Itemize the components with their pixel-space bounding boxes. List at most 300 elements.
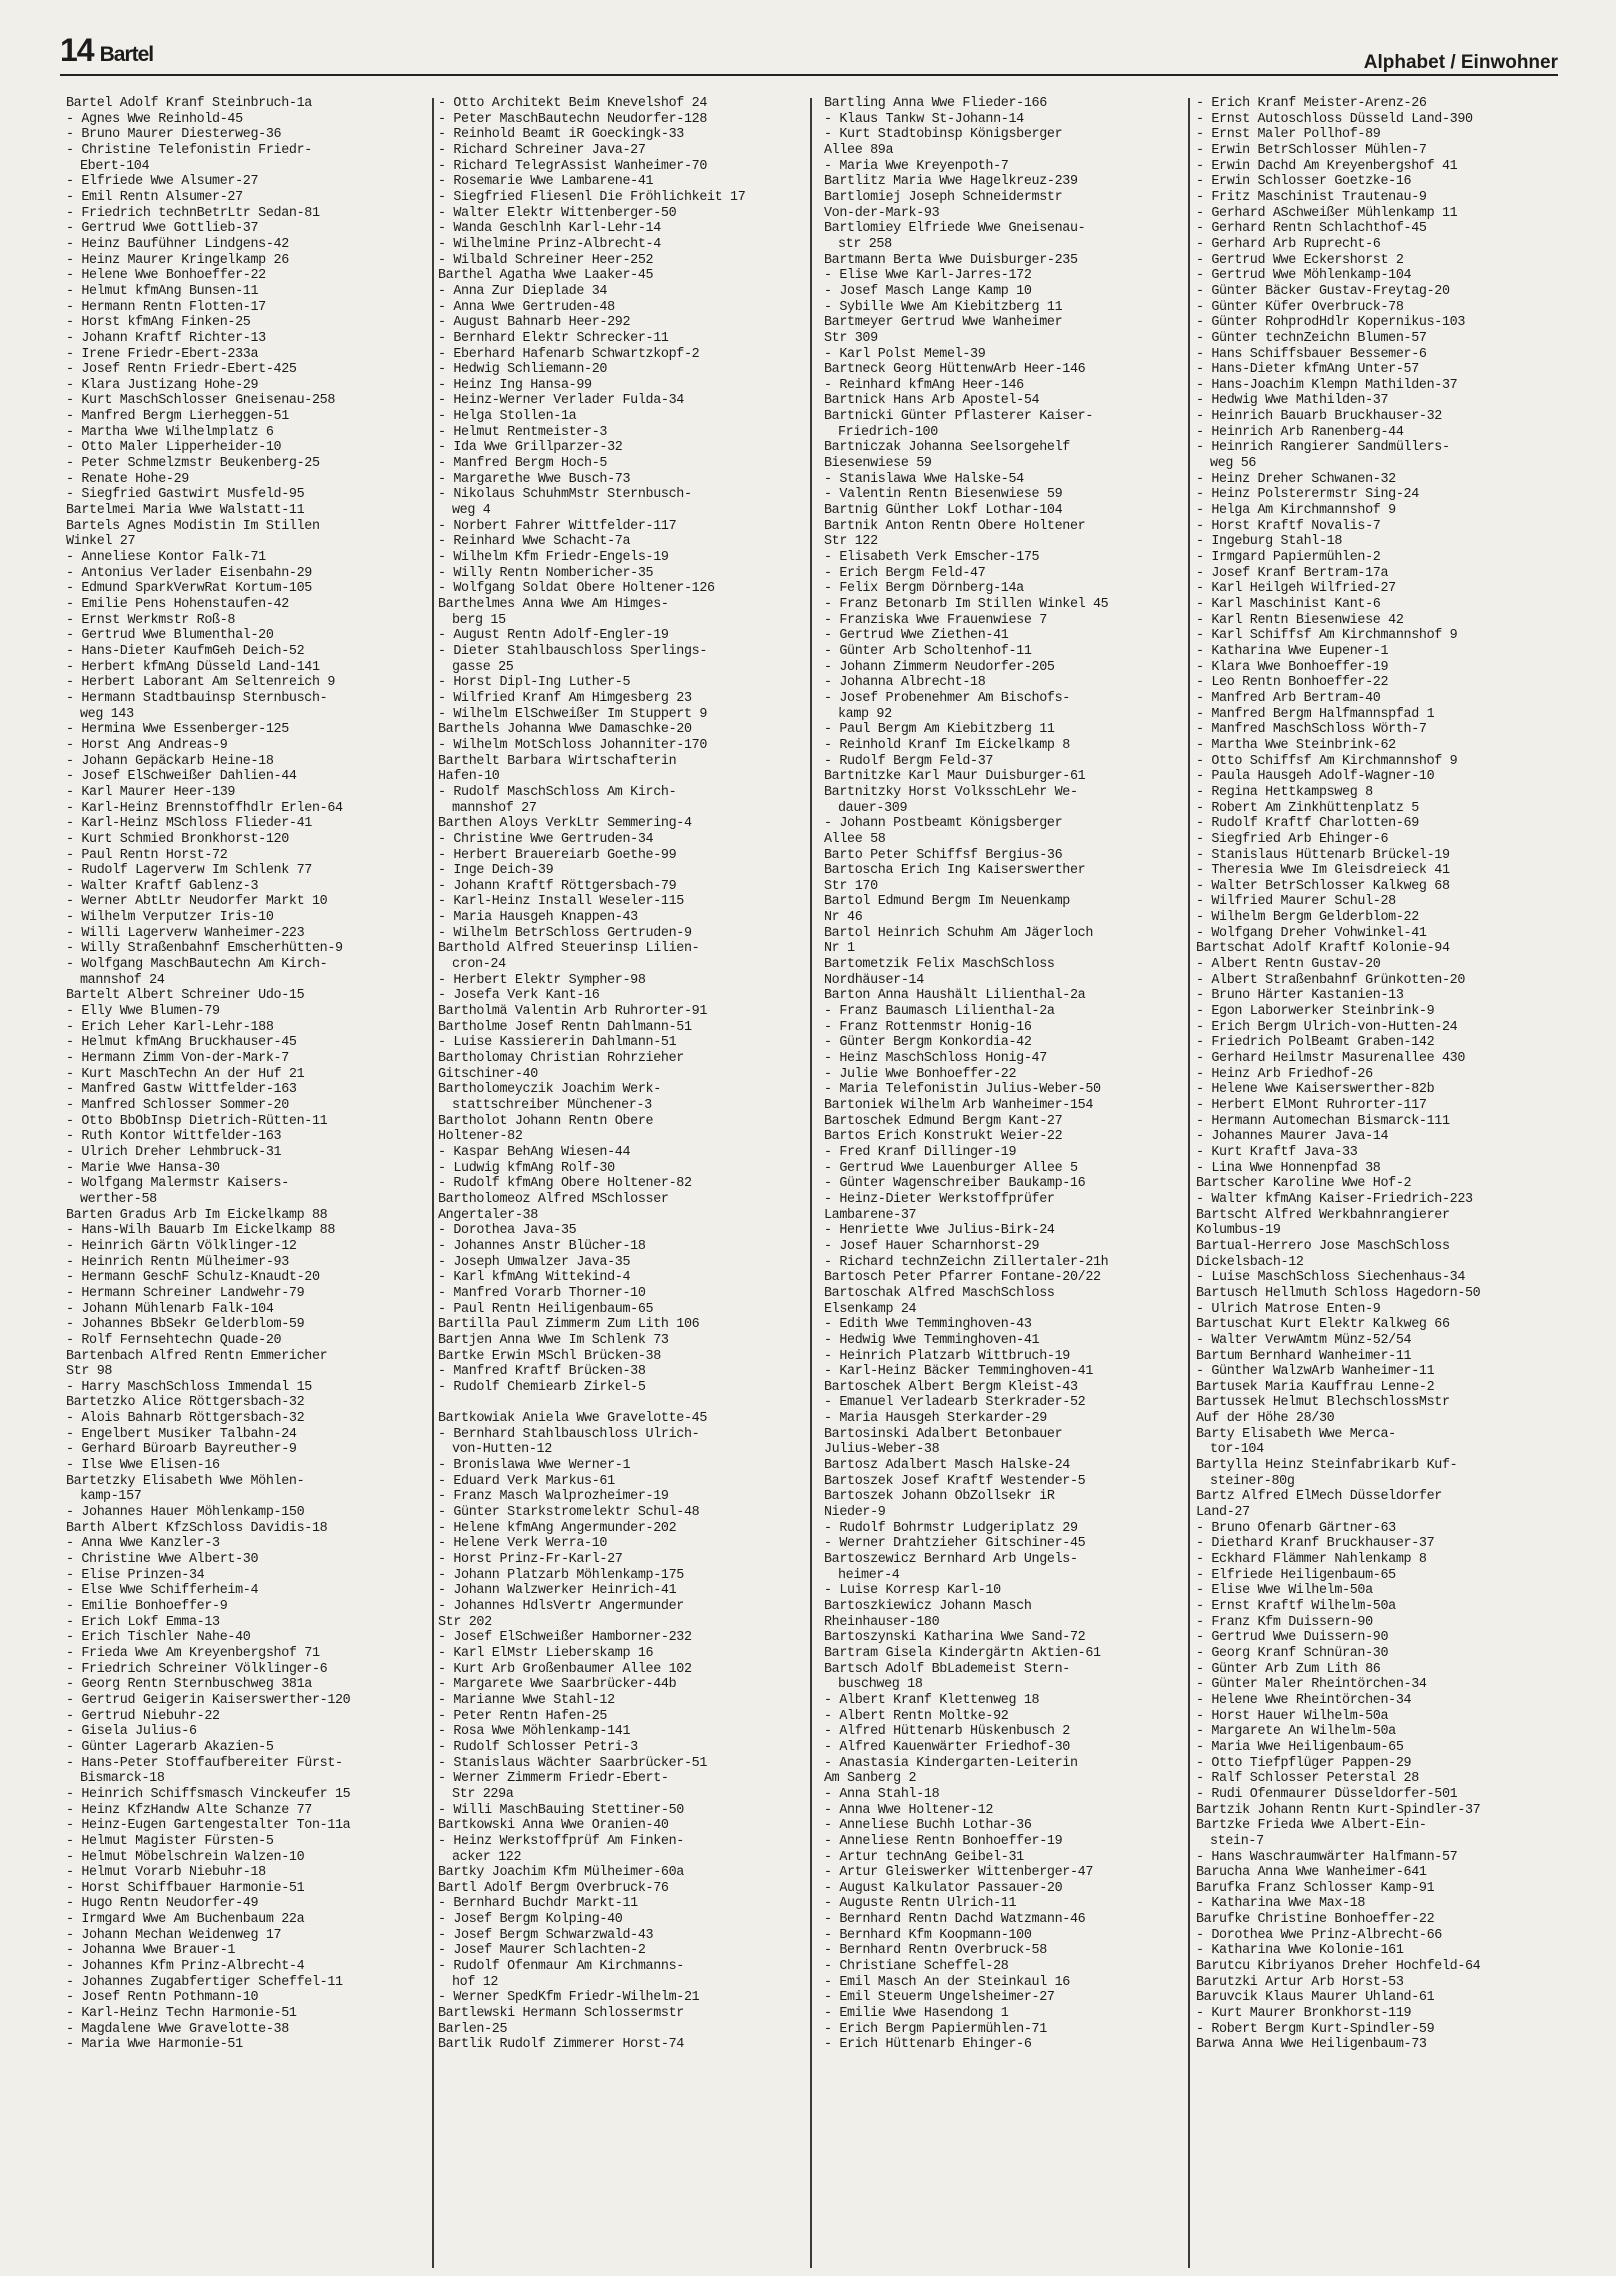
directory-entry: - Heinrich Gärtn Völklinger-12	[66, 1238, 297, 1254]
directory-entry: - Wolfgang MaschBautechn Am Kirch-	[66, 957, 328, 973]
directory-entry: Bartsch Adolf BbLademeist Stern-	[824, 1661, 1070, 1677]
directory-entry: Bartlewski Hermann Schlossermstr	[438, 2006, 684, 2022]
directory-entry: Bartneck Georg HüttenwArb Heer-146	[824, 362, 1086, 378]
directory-entry: - Hans-Joachim Klempn Mathilden-37	[1196, 377, 1458, 393]
directory-entry: werther-58	[80, 1191, 157, 1207]
directory-entry: Winkel 27	[66, 534, 136, 550]
directory-entry: - Herbert Laborant Am Seltenreich 9	[66, 675, 335, 691]
directory-entry: Bartnig Günther Lokf Lothar-104	[824, 503, 1063, 519]
directory-entry: - Rolf Fernsehtechn Quade-20	[66, 1332, 282, 1348]
directory-entry: - Bernhard Elektr Schrecker-11	[438, 330, 669, 346]
directory-entry: Bartosz Adalbert Masch Halske-24	[824, 1458, 1070, 1474]
directory-entry: cron-24	[452, 957, 506, 973]
directory-entry: - Heinrich Rentn Mülheimer-93	[66, 1254, 289, 1270]
directory-entry: - Gerhard Rentn Schlachthof-45	[1196, 221, 1427, 237]
directory-entry: - Wilhelm BetrSchloss Gertruden-9	[438, 925, 692, 941]
directory-entry: Bartosch Peter Pfarrer Fontane-20/22	[824, 1270, 1101, 1286]
directory-entry: - Wilhelmine Prinz-Albrecht-4	[438, 236, 661, 252]
directory-entry: - Franz Baumasch Lilienthal-2a	[824, 1004, 1055, 1020]
directory-entry: - Karl Maschinist Kant-6	[1196, 597, 1381, 612]
directory-entry: - Günter Arb Scholtenhof-11	[824, 643, 1032, 659]
directory-entry: - Josef Hauer Scharnhorst-29	[824, 1238, 1040, 1254]
directory-entry: Bartholomeyczik Joachim Werk-	[438, 1082, 661, 1098]
directory-entry: - Erich Leher Karl-Lehr-188	[66, 1019, 274, 1035]
directory-entry: Bartoniek Wilhelm Arb Wanheimer-154	[824, 1098, 1093, 1113]
directory-entry: - Heinrich Arb Ranenberg-44	[1196, 424, 1404, 440]
directory-entry: acker 122	[452, 1849, 522, 1865]
directory-entry: - Karl-Heinz Brennstoffhdlr Erlen-64	[66, 800, 343, 816]
directory-column-3	[824, 96, 1181, 2266]
directory-entry: - Irene Friedr-Ebert-233a	[66, 346, 259, 362]
directory-entry: - Kurt MaschTechn An der Huf 21	[66, 1066, 305, 1082]
directory-entry: Bartholot Johann Rentn Obere	[438, 1113, 654, 1129]
directory-entry: - Wilhelm Kfm Friedr-Engels-19	[438, 550, 669, 566]
directory-entry: - Katharina Wwe Max-18	[1196, 1896, 1366, 1912]
directory-entry: - Wolfgang Malermstr Kaisers-	[66, 1176, 289, 1192]
directory-entry: - Günter Starkstromelektr Schul-48	[438, 1505, 700, 1521]
directory-entry: - Theresia Wwe Im Gleisdreieck 41	[1196, 863, 1450, 879]
directory-entry: - Ulrich Matrose Enten-9	[1196, 1301, 1381, 1317]
directory-entry: Bartkowiak Aniela Wwe Gravelotte-45	[438, 1411, 707, 1427]
directory-entry: - Günter Bergm Konkordia-42	[824, 1035, 1032, 1051]
directory-entry: Barwa Anna Wwe Heiligenbaum-73	[1196, 2037, 1427, 2053]
directory-entry: - Günter Bäcker Gustav-Freytag-20	[1196, 283, 1450, 299]
directory-entry: - Hedwig Schliemann-20	[438, 362, 608, 378]
directory-entry: - Gertrud Geigerin Kaiserswerther-120	[66, 1692, 351, 1708]
directory-entry: Nordhäuser-14	[824, 972, 924, 988]
directory-entry: - Rudolf MaschSchloss Am Kirch-	[438, 784, 677, 800]
directory-entry: - Johann Postbeamt Königsberger	[824, 816, 1063, 832]
directory-entry: - Johann Gepäckarb Heine-18	[66, 753, 274, 769]
directory-entry: - Eberhard Hafenarb Schwartzkopf-2	[438, 346, 700, 362]
directory-entry: Bartels Agnes Modistin Im Stillen	[66, 518, 320, 534]
directory-entry: Friedrich-100	[838, 424, 938, 440]
directory-entry: - Christine Wwe Albert-30	[66, 1552, 259, 1568]
directory-entry: gasse 25	[452, 659, 514, 675]
directory-entry: - Günter Wagenschreiber Baukamp-16	[824, 1176, 1086, 1192]
directory-entry: Bartnik Anton Rentn Obere Holtener	[824, 518, 1086, 534]
directory-entry: - Reinhold Kranf Im Eickelkamp 8	[824, 737, 1070, 753]
directory-entry: - Johann Mühlenarb Falk-104	[66, 1301, 274, 1317]
directory-entry: - Leo Rentn Bonhoeffer-22	[1196, 675, 1389, 691]
directory-entry: - Rosemarie Wwe Lambarene-41	[438, 174, 654, 190]
directory-entry: - Heinz-Werner Verlader Fulda-34	[438, 393, 684, 409]
directory-entry: Barthel Agatha Wwe Laaker-45	[438, 268, 654, 284]
directory-entry: - Johanna Wwe Brauer-1	[66, 1943, 236, 1959]
directory-entry: Bartel Adolf Kranf Steinbruch-1a	[66, 96, 312, 111]
directory-entry: - Georg Rentn Sternbuschweg 381a	[66, 1677, 312, 1693]
directory-entry: Von-der-Mark-93	[824, 205, 940, 221]
directory-entry: - Nikolaus SchuhmMstr Sternbusch-	[438, 487, 692, 503]
directory-entry: - Helene Wwe Kaiserswerther-82b	[1196, 1082, 1435, 1098]
directory-entry: - August Bahnarb Heer-292	[438, 315, 631, 331]
directory-entry: - Georg Kranf Schnüran-30	[1196, 1645, 1389, 1661]
directory-entry: stattschreiber Münchener-3	[452, 1098, 652, 1113]
column-divider	[1188, 98, 1190, 2268]
directory-entry: - Albert Rentn Gustav-20	[1196, 957, 1381, 973]
directory-entry: - Bernhard Rentn Dachd Watzmann-46	[824, 1912, 1086, 1928]
directory-entry: - Renate Hohe-29	[66, 471, 189, 487]
directory-entry: - Manfred Gastw Wittfelder-163	[66, 1082, 297, 1098]
directory-entry: - Karl-Heinz Techn Harmonie-51	[66, 2006, 297, 2022]
directory-entry: - Maria Wwe Kreyenpoth-7	[824, 158, 1009, 174]
directory-entry: - Hermann Schreiner Landwehr-79	[66, 1285, 305, 1301]
directory-entry: - Heinz-Dieter Werkstoffprüfer	[824, 1191, 1055, 1207]
directory-entry: - Werner Zimmerm Friedr-Ebert-	[438, 1771, 669, 1787]
directory-entry: Bartholmä Valentin Arb Ruhrorter-91	[438, 1004, 707, 1020]
directory-entry: Bartoschek Albert Bergm Kleist-43	[824, 1379, 1078, 1395]
directory-entry: - Johannes Zugabfertiger Scheffel-11	[66, 1974, 343, 1990]
directory-entry: dauer-309	[838, 800, 908, 816]
directory-entry: - Christine Wwe Gertruden-34	[438, 831, 654, 847]
directory-entry: - Franz Rottenmstr Honig-16	[824, 1019, 1032, 1035]
page-header	[60, 30, 1558, 76]
directory-entry: - Elfriede Wwe Alsumer-27	[66, 174, 259, 190]
directory-entry: - Ernst Kraftf Wilhelm-50a	[1196, 1599, 1396, 1614]
directory-entry: - Kurt MaschSchlosser Gneisenau-258	[66, 393, 335, 409]
directory-entry: - Helmut Rentmeister-3	[438, 424, 608, 440]
directory-entry: Dickelsbach-12	[1196, 1254, 1304, 1270]
directory-entry: - Hans Schiffsbauer Bessemer-6	[1196, 346, 1427, 362]
directory-entry: - Artur technAng Geibel-31	[824, 1849, 1024, 1865]
directory-entry: - Anna Stahl-18	[824, 1786, 940, 1802]
directory-entry: - Franz Masch Walprozheimer-19	[438, 1489, 669, 1505]
directory-entry: - Ulrich Dreher Lehmbruck-31	[66, 1144, 282, 1160]
directory-entry: - Werner Drahtzieher Gitschiner-45	[824, 1536, 1086, 1552]
directory-entry: - Heinz Polsterermstr Sing-24	[1196, 487, 1419, 503]
directory-entry: - Karl-Heinz Bäcker Temminghoven-41	[824, 1364, 1093, 1380]
directory-entry: Bartmeyer Gertrud Wwe Wanheimer	[824, 315, 1063, 331]
directory-entry: - Emil Masch An der Steinkaul 16	[824, 1974, 1070, 1990]
directory-entry: - Erich Kranf Meister-Arenz-26	[1196, 96, 1427, 111]
directory-entry: - Manfred MaschSchloss Wörth-7	[1196, 722, 1427, 738]
directory-entry: Barlen-25	[438, 2021, 508, 2037]
directory-entry: - Manfred Vorarb Thorner-10	[438, 1285, 646, 1301]
directory-entry: Barutcu Kibriyanos Dreher Hochfeld-64	[1196, 1959, 1481, 1975]
directory-entry: - Auguste Rentn Ulrich-11	[824, 1896, 1017, 1912]
directory-entry: - Anneliese Kontor Falk-71	[66, 550, 266, 566]
directory-entry: - Rudolf Ofenmaur Am Kirchmanns-	[438, 1959, 684, 1975]
directory-entry: weg 143	[80, 706, 134, 722]
directory-entry: - Hugo Rentn Neudorfer-49	[66, 1896, 259, 1912]
directory-entry: stein-7	[1210, 1833, 1264, 1849]
directory-entry: Bartky Joachim Kfm Mülheimer-60a	[438, 1865, 684, 1881]
column-divider	[432, 98, 434, 2268]
directory-entry: kamp 92	[838, 706, 892, 722]
directory-entry: - Wilhelm MotSchloss Johanniter-170	[438, 737, 707, 753]
directory-entry: - Hans-Peter Stoffaufbereiter Fürst-	[66, 1755, 343, 1771]
directory-entry: - Karl kfmAng Wittekind-4	[438, 1270, 631, 1286]
directory-entry: - Luise Korresp Karl-10	[824, 1583, 1001, 1599]
directory-entry: - Emilie Wwe Hasendong 1	[824, 2006, 1009, 2022]
directory-entry: - Bernhard Kfm Koopmann-100	[824, 1927, 1032, 1943]
directory-entry: - Edmund SparkVerwRat Kortum-105	[66, 581, 312, 597]
directory-entry: - Walter BetrSchlosser Kalkweg 68	[1196, 878, 1450, 894]
directory-entry: - Josef ElSchweißer Hamborner-232	[438, 1630, 692, 1646]
directory-entry: - Otto Tiefpflüger Pappen-29	[1196, 1755, 1412, 1771]
directory-entry: - Ida Wwe Grillparzer-32	[438, 440, 623, 456]
directory-entry: Am Sanberg 2	[824, 1771, 917, 1787]
directory-entry: - Siegfried Fliesenl Die Fröhlichkeit 17	[438, 189, 746, 205]
directory-entry: Barthels Johanna Wwe Damaschke-20	[438, 722, 692, 738]
directory-entry: - Reinhard kfmAng Heer-146	[824, 377, 1024, 393]
directory-entry: - Johannes Hauer Möhlenkamp-150	[66, 1505, 305, 1521]
directory-entry: Bartjen Anna Wwe Im Schlenk 73	[438, 1332, 669, 1348]
directory-entry: - Horst kfmAng Finken-25	[66, 315, 251, 331]
directory-entry: - Reinhard Wwe Schacht-7a	[438, 534, 631, 550]
directory-entry: - Diethard Kranf Bruckhauser-37	[1196, 1536, 1435, 1552]
directory-entry: - Alfred Hüttenarb Hüskenbusch 2	[824, 1724, 1070, 1740]
directory-entry: - Robert Am Zinkhüttenplatz 5	[1196, 800, 1419, 816]
directory-entry: - Peter Schmelzmstr Beukenberg-25	[66, 456, 320, 472]
directory-entry: - Egon Laborwerker Steinbrink-9	[1196, 1004, 1435, 1020]
directory-entry: - Hans-Wilh Bauarb Im Eickelkamp 88	[66, 1223, 335, 1239]
directory-entry: - Helmut kfmAng Bruckhauser-45	[66, 1035, 297, 1051]
directory-entry: - Horst Kraftf Novalis-7	[1196, 518, 1381, 534]
directory-entry: - Hermina Wwe Essenberger-125	[66, 722, 289, 738]
directory-entry: Bartnitzke Karl Maur Duisburger-61	[824, 769, 1086, 785]
directory-entry: Barucha Anna Wwe Wanheimer-641	[1196, 1865, 1427, 1881]
directory-entry: - Helmut Vorarb Niebuhr-18	[66, 1865, 266, 1881]
directory-entry: Bartenbach Alfred Rentn Emmericher	[66, 1348, 328, 1364]
directory-entry: - Josef Bergm Kolping-40	[438, 1912, 623, 1928]
directory-entry: - Anastasia Kindergarten-Leiterin	[824, 1755, 1078, 1771]
directory-entry: - Herbert ElMont Ruhrorter-117	[1196, 1098, 1427, 1113]
directory-entry: Allee 89a	[824, 142, 894, 158]
directory-entry: - Josef Masch Lange Kamp 10	[824, 283, 1032, 299]
directory-entry: - Erich Bergm Ulrich-von-Hutten-24	[1196, 1019, 1458, 1035]
directory-entry: Barton Anna Haushält Lilienthal-2a	[824, 988, 1086, 1004]
directory-entry: - Bernhard Buchdr Markt-11	[438, 1896, 638, 1912]
directory-entry: weg 4	[452, 503, 491, 519]
directory-entry: Kolumbus-19	[1196, 1223, 1281, 1239]
directory-entry: Nieder-9	[824, 1505, 886, 1521]
directory-entry: - Gerhard ASchweißer Mühlenkamp 11	[1196, 205, 1458, 221]
directory-entry: Bartoszek Josef Kraftf Westender-5	[824, 1473, 1086, 1489]
directory-entry: - Stanislawa Wwe Halske-54	[824, 471, 1024, 487]
directory-entry: - Rudi Ofenmaurer Düsseldorfer-501	[1196, 1786, 1458, 1802]
directory-entry: Bartoszek Johann ObZollsekr iR	[824, 1489, 1055, 1505]
directory-entry: - Walter Elektr Wittenberger-50	[438, 205, 677, 221]
directory-entry: - Wilbald Schreiner Heer-252	[438, 252, 654, 268]
directory-entry: Holtener-82	[438, 1129, 523, 1145]
directory-entry: Bartetzko Alice Röttgersbach-32	[66, 1395, 305, 1411]
directory-entry: - Wilhelm ElSchweißer Im Stuppert 9	[438, 706, 707, 722]
directory-entry: weg 56	[1210, 456, 1257, 472]
directory-entry: - Gertrud Wwe Lauenburger Allee 5	[824, 1160, 1078, 1176]
directory-entry: - Hermann GeschF Schulz-Knaudt-20	[66, 1270, 320, 1286]
directory-entry: - Rudolf Lagerverw Im Schlenk 77	[66, 863, 312, 879]
page-number: 14	[60, 32, 94, 68]
directory-entry: - Manfred Kraftf Brücken-38	[438, 1364, 646, 1380]
directory-entry: - Horst Hauer Wilhelm-50a	[1196, 1708, 1389, 1724]
directory-entry: - Helmut kfmAng Bunsen-11	[66, 283, 259, 299]
directory-entry: - Elise Wwe Karl-Jarres-172	[824, 268, 1032, 284]
directory-entry: - Hans Waschraumwärter Halfmann-57	[1196, 1849, 1458, 1865]
directory-entry: Bartum Bernhard Wanheimer-11	[1196, 1348, 1412, 1364]
directory-entry: - Sybille Wwe Am Kiebitzberg 11	[824, 299, 1063, 315]
directory-entry: Gitschiner-40	[438, 1066, 538, 1082]
directory-entry: Bartlomiey Elfriede Wwe Gneisenau-	[824, 221, 1086, 237]
directory-entry: - Anneliese Buchh Lothar-36	[824, 1818, 1032, 1834]
directory-entry: Barutzki Artur Arb Horst-53	[1196, 1974, 1404, 1990]
directory-entry: Hafen-10	[438, 769, 500, 785]
directory-entry: - Friedrich PolBeamt Graben-142	[1196, 1035, 1435, 1051]
directory-entry: - Margarete An Wilhelm-50a	[1196, 1724, 1396, 1740]
directory-entry: - Willi MaschBauing Stettiner-50	[438, 1802, 684, 1818]
directory-entry: Bartnitzky Horst VolksschLehr We-	[824, 784, 1078, 800]
running-head: Bartel	[99, 43, 154, 66]
directory-entry: - Paul Rentn Horst-72	[66, 847, 228, 863]
directory-entry: steiner-80g	[1210, 1473, 1295, 1489]
directory-entry: - Herbert kfmAng Düsseld Land-141	[66, 659, 320, 675]
directory-entry: - Anna Wwe Gertruden-48	[438, 299, 615, 315]
directory-entry: - Günter Lagerarb Akazien-5	[66, 1739, 274, 1755]
directory-entry: Elsenkamp 24	[824, 1301, 917, 1317]
directory-entry: - Paula Hausgeh Adolf-Wagner-10	[1196, 769, 1435, 785]
directory-entry: Str 309	[824, 330, 878, 346]
directory-entry: - Bronislawa Wwe Werner-1	[438, 1458, 631, 1474]
directory-entry: - Klara Justizang Hohe-29	[66, 377, 259, 393]
directory-entry: - Hermann Stadtbauinsp Sternbusch-	[66, 690, 328, 706]
directory-entry: Bartual-Herrero Jose MaschSchloss	[1196, 1238, 1450, 1254]
directory-entry: - Johannes BbSekr Gelderblom-59	[66, 1317, 305, 1333]
directory-entry: - Luise Kassiererin Dahlmann-51	[438, 1035, 677, 1051]
directory-entry: - Helene Verk Werra-10	[438, 1536, 608, 1552]
directory-entry: Bartniczak Johanna Seelsorgehelf	[824, 440, 1070, 456]
directory-entry: - Gertrud Wwe Eckershorst 2	[1196, 252, 1404, 268]
directory-entry: - Hans-Dieter KaufmGeh Deich-52	[66, 643, 305, 659]
directory-entry: - Johannes Maurer Java-14	[1196, 1129, 1389, 1145]
directory-entry: - Marie Wwe Hansa-30	[66, 1160, 220, 1176]
directory-entry: - Ralf Schlosser Peterstal 28	[1196, 1771, 1419, 1787]
directory-entry: - Heinz Maurer Kringelkamp 26	[66, 252, 289, 268]
directory-entry: Biesenwiese 59	[824, 456, 932, 472]
directory-entry: - Johannes HdlsVertr Angermunder	[438, 1599, 684, 1614]
directory-entry: Bartscht Alfred Werkbahnrangierer	[1196, 1207, 1450, 1223]
directory-entry: Barthelt Barbara Wirtschafterin	[438, 753, 677, 769]
directory-entry: - Ruth Kontor Wittfelder-163	[66, 1129, 282, 1145]
directory-entry: - Erwin BetrSchlosser Mühlen-7	[1196, 142, 1427, 158]
directory-entry: Angertaler-38	[438, 1207, 538, 1223]
directory-entry: - August Kalkulator Passauer-20	[824, 1880, 1063, 1896]
directory-entry: - Hedwig Wwe Temminghoven-41	[824, 1332, 1040, 1348]
directory-entry: Barto Peter Schiffsf Bergius-36	[824, 847, 1063, 863]
directory-entry: - Luise MaschSchloss Siechenhaus-34	[1196, 1270, 1465, 1286]
directory-entry: - Heinz Arb Friedhof-26	[1196, 1066, 1373, 1082]
directory-entry: - Karl Polst Memel-39	[824, 346, 986, 362]
directory-entry: - Emilie Pens Hohenstaufen-42	[66, 597, 289, 612]
directory-entry: - Anna Wwe Kanzler-3	[66, 1536, 220, 1552]
directory-entry: - Günter RohprodHdlr Kopernikus-103	[1196, 315, 1465, 331]
directory-entry: - Hedwig Wwe Mathilden-37	[1196, 393, 1389, 409]
directory-entry	[438, 1395, 795, 1411]
directory-entry: - Katharina Wwe Eupener-1	[1196, 643, 1389, 659]
directory-entry: - Harry MaschSchloss Immendal 15	[66, 1379, 312, 1395]
directory-entry: Bartnicki Günter Pflasterer Kaiser-	[824, 409, 1093, 425]
directory-entry: str 258	[838, 236, 892, 252]
directory-entry: - Gerhard Büroarb Bayreuther-9	[66, 1442, 297, 1458]
directory-entry: - Klara Wwe Bonhoeffer-19	[1196, 659, 1389, 675]
directory-entry: Bartilla Paul Zimmerm Zum Lith 106	[438, 1317, 700, 1333]
directory-entry: - Joseph Umwalzer Java-35	[438, 1254, 631, 1270]
directory-entry: Bartzke Frieda Wwe Albert-Ein-	[1196, 1818, 1427, 1834]
directory-entry: - Franz Kfm Duissern-90	[1196, 1614, 1373, 1630]
directory-entry: - Gertrud Wwe Blumenthal-20	[66, 628, 274, 644]
directory-entry: tor-104	[1210, 1442, 1264, 1458]
directory-entry: - Karl ElMstr Lieberskamp 16	[438, 1645, 654, 1661]
directory-entry: - Richard Schreiner Java-27	[438, 142, 646, 158]
directory-entry: - Walter VerwAmtm Münz-52/54	[1196, 1332, 1412, 1348]
directory-entry: - Wolfgang Dreher Vohwinkel-41	[1196, 925, 1427, 941]
directory-entry: - Gerhard Heilmstr Masurenallee 430	[1196, 1051, 1465, 1067]
directory-entry: - Wilhelm Verputzer Iris-10	[66, 910, 274, 926]
directory-entry: Bartzik Johann Rentn Kurt-Spindler-37	[1196, 1802, 1481, 1818]
directory-entry: - Maria Hausgeh Sterkarder-29	[824, 1411, 1047, 1427]
directory-entry: - Friedrich technBetrLtr Sedan-81	[66, 205, 320, 221]
directory-entry: - Josef ElSchweißer Dahlien-44	[66, 769, 297, 785]
directory-entry: - Johannes Anstr Blücher-18	[438, 1238, 646, 1254]
directory-entry: - Erich Tischler Nahe-40	[66, 1630, 251, 1646]
directory-entry: - Stanislaus Wächter Saarbrücker-51	[438, 1755, 707, 1771]
directory-entry: - Johann Mechan Weidenweg 17	[66, 1927, 282, 1943]
directory-entry: - Ingeburg Stahl-18	[1196, 534, 1343, 550]
directory-entry: - Erich Hüttenarb Ehinger-6	[824, 2037, 1032, 2053]
directory-entry: - Dorothea Java-35	[438, 1223, 577, 1239]
directory-entry: - Reinhold Beamt iR Goeckingk-33	[438, 127, 684, 143]
directory-entry: - Josef Probenehmer Am Bischofs-	[824, 690, 1070, 706]
directory-entry: - Gisela Julius-6	[66, 1724, 197, 1740]
directory-entry: Str 202	[438, 1614, 492, 1630]
directory-entry: - Norbert Fahrer Wittfelder-117	[438, 518, 677, 534]
directory-entry: mannshof 27	[452, 800, 537, 816]
directory-entry: - Karl Rentn Biesenwiese 42	[1196, 612, 1404, 628]
directory-entry: - Ilse Wwe Elisen-16	[66, 1458, 220, 1474]
directory-entry: - Rudolf kfmAng Obere Holtener-82	[438, 1176, 692, 1192]
directory-entry: - Ludwig kfmAng Rolf-30	[438, 1160, 615, 1176]
directory-entry: - Karl-Heinz Install Weseler-115	[438, 894, 684, 910]
directory-entry: - Rudolf Bohrmstr Ludgeriplatz 29	[824, 1520, 1078, 1536]
directory-entry: - Werner SpedKfm Friedr-Wilhelm-21	[438, 1990, 700, 2006]
directory-entry: - Bernhard Stahlbauschloss Ulrich-	[438, 1426, 700, 1442]
directory-entry: - Helga Stollen-1a	[438, 409, 577, 425]
directory-entry: Bartuschat Kurt Elektr Kalkweg 66	[1196, 1317, 1450, 1333]
directory-entry: - Rudolf Schlosser Petri-3	[438, 1739, 638, 1755]
directory-entry: - Rudolf Bergm Feld-37	[824, 753, 994, 769]
directory-entry: Bartlitz Maria Wwe Hagelkreuz-239	[824, 174, 1078, 190]
directory-entry: - Johann Zimmerm Neudorfer-205	[824, 659, 1055, 675]
directory-entry: Bartoschak Alfred MaschSchloss	[824, 1285, 1055, 1301]
directory-entry: Barthen Aloys VerkLtr Semmering-4	[438, 816, 692, 832]
directory-entry: Bartling Anna Wwe Flieder-166	[824, 96, 1047, 111]
directory-entry: Baruvcik Klaus Maurer Uhland-61	[1196, 1990, 1435, 2006]
directory-entry: - Horst Ang Andreas-9	[66, 737, 228, 753]
directory-entry: Nr 1	[824, 941, 855, 957]
directory-entry: Barty Elisabeth Wwe Merca-	[1196, 1426, 1396, 1442]
directory-entry: Bartusek Maria Kauffrau Lenne-2	[1196, 1379, 1435, 1395]
directory-entry: - Henriette Wwe Julius-Birk-24	[824, 1223, 1055, 1239]
page-number-block	[60, 32, 153, 69]
directory-entry: - Fred Kranf Dillinger-19	[824, 1144, 1017, 1160]
directory-entry: - Agnes Wwe Reinhold-45	[66, 111, 243, 127]
directory-entry: Bartol Edmund Bergm Im Neuenkamp	[824, 894, 1070, 910]
directory-entry: - Siegfried Gastwirt Musfeld-95	[66, 487, 305, 503]
directory-entry: - Anna Zur Dieplade 34	[438, 283, 608, 299]
directory-entry: - Erich Lokf Emma-13	[66, 1614, 220, 1630]
directory-entry: - Heinz Baufühner Lindgens-42	[66, 236, 289, 252]
directory-entry: Ebert-104	[80, 158, 150, 174]
directory-entry: - Otto Architekt Beim Knevelshof 24	[438, 96, 707, 111]
